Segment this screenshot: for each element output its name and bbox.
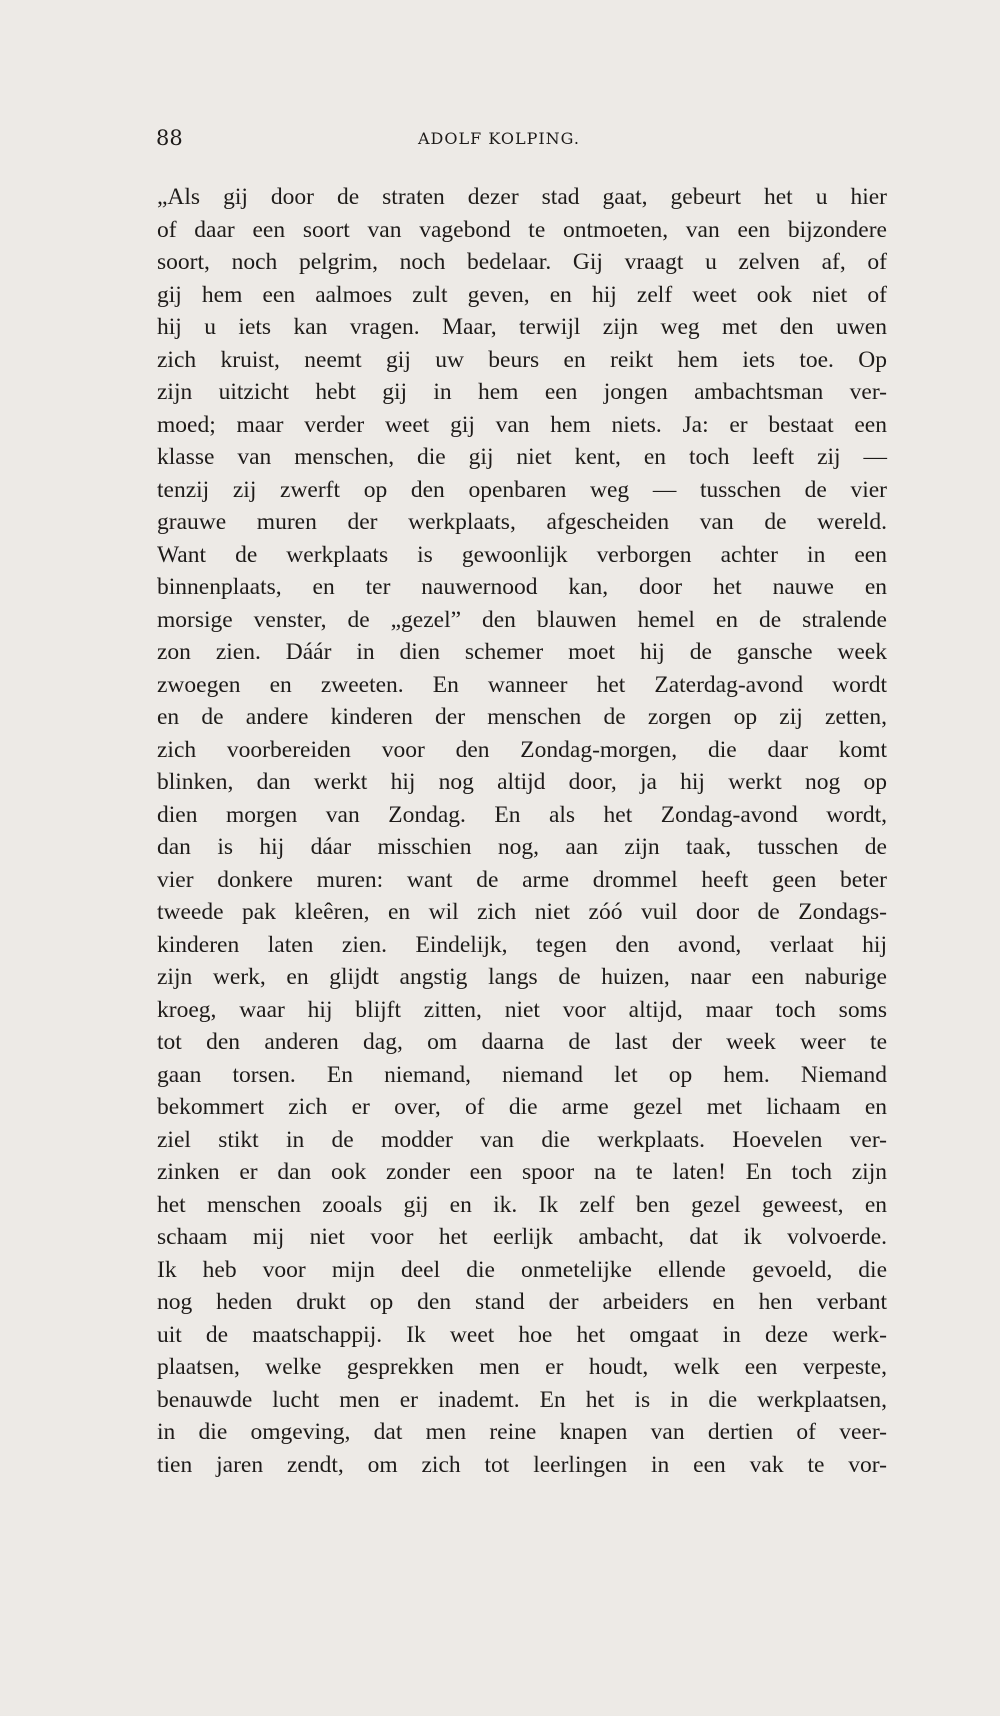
text-line: uit de maatschappij. Ik weet hoe het omgaat in deze werk- [157,1321,887,1348]
text-line: zijn werk, en glijdt angstig langs de huizen, naar een naburige [157,964,887,990]
text-line: tenzij zij zwerft op den openbaren weg — tusschen de vier [157,476,887,503]
text-line: tot den anderen dag, om daarna de last der week weer te [157,1029,887,1055]
text-line: zich kruist, neemt gij uw beurs en reikt hem iets toe. Op [157,346,887,373]
text-line: grauwe muren der werkplaats, afgescheiden van de wereld. [157,509,887,535]
text-line: kroeg, waar hij blijft zitten, niet voor altijd, maar toch soms [157,996,887,1023]
text-line: nog heden drukt op den stand der arbeiders en hen verbant [157,1289,887,1315]
text-line: of daar een soort van vagebond te ontmoeten, van een bijzondere [157,216,887,243]
text-line: gaan torsen. En niemand, niemand let op hem. Niemand [157,1061,887,1088]
text-line: binnenplaats, en ter nauwernood kan, door het nauwe en [157,574,887,600]
text-line: soort, noch pelgrim, noch bedelaar. Gij vraagt u zelven af, of [157,249,887,275]
text-line: „Als gij door de straten dezer stad gaat, gebeurt het u hier [157,184,887,210]
text-line: hij u iets kan vragen. Maar, terwijl zijn weg met den uwen [157,314,887,340]
text-line: klasse van menschen, die gij niet kent, en toch leeft zij — [157,444,887,470]
text-line: vier donkere muren: want de arme drommel heeft geen beter [157,866,887,893]
text-line: zich voorbereiden voor den Zondag-morgen, die daar komt [157,736,887,763]
text-line: zinken er dan ook zonder een spoor na te laten! En toch zijn [157,1159,887,1185]
text-line: dien morgen van Zondag. En als het Zondag-avond wordt, [157,801,887,828]
text-line: schaam mij niet voor het eerlijk ambacht, dat ik volvoerde. [157,1224,887,1250]
body-text [157,181,887,1481]
page-header [156,125,876,155]
text-line: kinderen laten zien. Eindelijk, tegen den avond, verlaat hij [157,931,887,958]
text-line: in die omgeving, dat men reine knapen van dertien of veer- [157,1419,887,1445]
text-line: Ik heb voor mijn deel die onmetelijke ellende gevoeld, die [157,1256,887,1283]
text-line: zijn uitzicht hebt gij in hem een jongen ambachtsman ver- [157,379,887,405]
text-line: Want de werkplaats is gewoonlijk verborgen achter in een [157,541,887,568]
text-line: plaatsen, welke gesprekken men er houdt, welk een verpeste, [157,1354,887,1380]
text-line: morsige venster, de „gezel” den blauwen hemel en de stralende [157,606,887,633]
text-line: tweede pak kleêren, en wil zich niet zóó vuil door de Zondags- [157,899,887,925]
text-line: ziel stikt in de modder van die werkplaats. Hoevelen ver- [157,1126,887,1153]
text-line: het menschen zooals gij en ik. Ik zelf ben gezel geweest, en [157,1191,887,1218]
text-line: bekommert zich er over, of die arme gezel met lichaam en [157,1094,887,1120]
text-line: benauwde lucht men er inademt. En het is in die werkplaatsen, [157,1386,887,1413]
text-line: en de andere kinderen der menschen de zorgen op zij zetten, [157,704,887,730]
text-line: blinken, dan werkt hij nog altijd door, ja hij werkt nog op [157,769,887,795]
text-line: zwoegen en zweeten. En wanneer het Zaterdag-avond wordt [157,671,887,698]
text-line: zon zien. Dáár in dien schemer moet hij de gansche week [157,639,887,665]
text-line: dan is hij dáar misschien nog, aan zijn taak, tusschen de [157,834,887,860]
text-line: tien jaren zendt, om zich tot leerlingen in een vak te vor- [157,1451,887,1478]
page-number: 88 [156,126,183,150]
running-head: ADOLF KOLPING. [418,129,580,148]
text-line: gij hem een aalmoes zult geven, en hij zelf weet ook niet of [157,281,887,308]
text-line: moed; maar verder weet gij van hem niets. Ja: er bestaat een [157,411,887,438]
